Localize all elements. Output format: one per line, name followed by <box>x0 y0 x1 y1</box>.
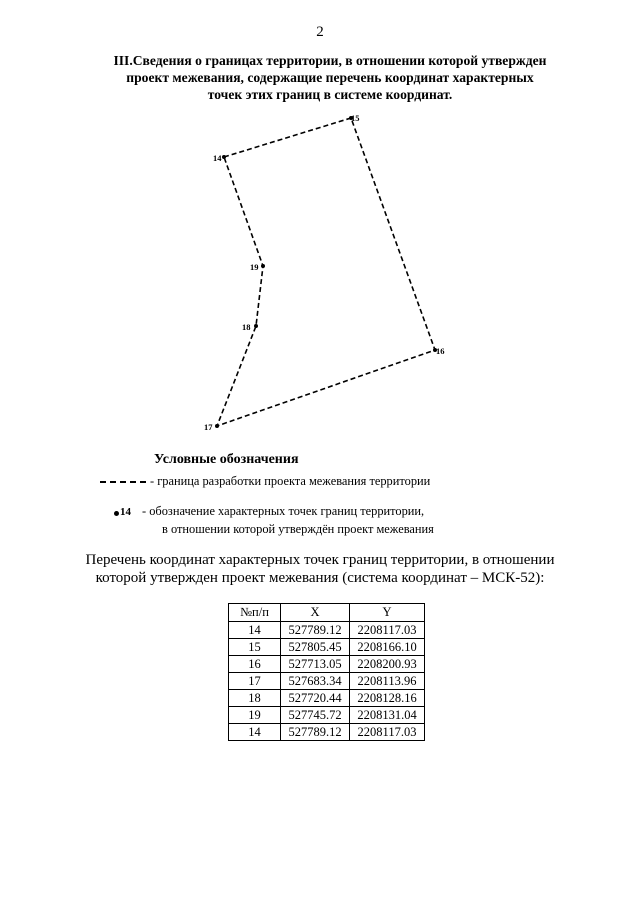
legend-point-text-line-2: в отношении которой утверждён проект межевания <box>162 522 434 536</box>
cell-x: 527805.45 <box>281 639 350 656</box>
legend-point-marker-label: 14 <box>120 506 131 518</box>
section-heading <box>80 52 580 103</box>
cell-y: 2208166.10 <box>350 639 425 656</box>
page-number: 2 <box>316 24 324 40</box>
cell-number: 14 <box>229 622 281 639</box>
boundary-diagram <box>180 108 470 438</box>
table-row <box>229 673 425 690</box>
table-row <box>229 724 425 741</box>
point-label-17: 17 <box>204 422 213 432</box>
cell-x: 527720.44 <box>281 690 350 707</box>
heading-line-2: проект межевания, содержащие перечень координат характерных <box>126 70 534 85</box>
table-row <box>229 707 425 724</box>
legend-point-row <box>114 504 424 519</box>
table-row <box>229 622 425 639</box>
table-header-row <box>229 604 425 622</box>
paragraph-line-1: Перечень координат характерных точек границ территории, в отношении <box>85 552 555 568</box>
point-label-19: 19 <box>250 262 259 272</box>
cell-number: 19 <box>229 707 281 724</box>
legend-point-text-line-1: - обозначение характерных точек границ территории, <box>142 504 425 518</box>
cell-y: 2208131.04 <box>350 707 425 724</box>
cell-y: 2208117.03 <box>350 724 425 741</box>
coordinates-table <box>228 603 425 741</box>
point-14-marker <box>222 155 226 159</box>
legend-boundary-text: - граница разработки проекта межевания территории <box>150 474 431 488</box>
heading-line-1: III.Сведения о границах территории, в отношении которой утвержден <box>113 53 547 68</box>
boundary-line <box>217 118 435 426</box>
point-label-16: 16 <box>436 346 445 356</box>
cell-number: 16 <box>229 656 281 673</box>
cell-number: 15 <box>229 639 281 656</box>
cell-x: 527745.72 <box>281 707 350 724</box>
point-19-marker <box>261 264 265 268</box>
cell-y: 2208113.96 <box>350 673 425 690</box>
cell-x: 527683.34 <box>281 673 350 690</box>
point-label-18: 18 <box>242 322 251 332</box>
point-17-marker <box>215 424 219 428</box>
point-label-14: 14 <box>213 153 222 163</box>
table-row <box>229 639 425 656</box>
cell-x: 527713.05 <box>281 656 350 673</box>
header-y: Y <box>350 604 425 622</box>
legend-boundary-row <box>100 474 430 489</box>
heading-line-3: точек этих границ в системе координат. <box>207 87 453 102</box>
header-number: №п/п <box>229 604 281 622</box>
cell-y: 2208200.93 <box>350 656 425 673</box>
cell-y: 2208117.03 <box>350 622 425 639</box>
dashed-line-symbol <box>100 481 146 483</box>
point-dot-icon <box>114 511 119 516</box>
cell-number: 18 <box>229 690 281 707</box>
table-row <box>229 690 425 707</box>
point-18-marker <box>254 324 258 328</box>
point-marker-symbol <box>114 506 142 518</box>
cell-number: 17 <box>229 673 281 690</box>
paragraph-line-2: которой утвержден проект межевания (система координат – МСК-52): <box>95 570 545 586</box>
coordinates-paragraph <box>60 551 580 587</box>
header-x: X <box>281 604 350 622</box>
cell-y: 2208128.16 <box>350 690 425 707</box>
table-row <box>229 656 425 673</box>
cell-x: 527789.12 <box>281 724 350 741</box>
legend-title: Условные обозначения <box>154 452 299 467</box>
cell-x: 527789.12 <box>281 622 350 639</box>
point-label-15: 15 <box>351 113 360 123</box>
cell-number: 14 <box>229 724 281 741</box>
